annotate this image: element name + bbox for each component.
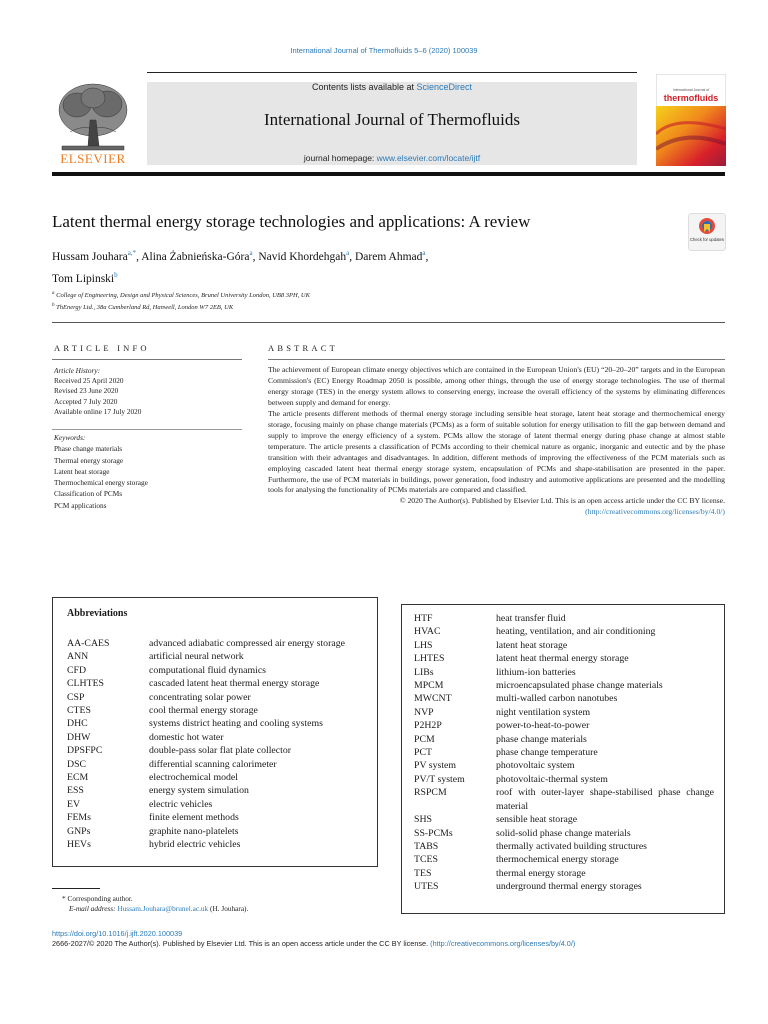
keyword: Phase change materials bbox=[54, 444, 123, 454]
abbreviation-code: SS-PCMs bbox=[414, 827, 453, 839]
abbreviation-definition: electrochemical model bbox=[149, 772, 238, 784]
license-link[interactable]: (http://creativecommons.org/licenses/by/4.0/) bbox=[585, 507, 725, 517]
affiliation-a: $^a$ College of Engineering, Design and Physical Sciences, Brunel University London, UB8 3PH, UK bbox=[52, 291, 310, 300]
abbreviation-definition: graphite nano-platelets bbox=[149, 825, 239, 837]
abbreviation-row bbox=[414, 867, 714, 880]
journal-name: International Journal of Thermofluids bbox=[263, 110, 521, 129]
cover-title-small: International Journal of bbox=[672, 88, 710, 92]
keyword: Thermochemical energy storage bbox=[54, 478, 148, 488]
abbreviation-row bbox=[414, 733, 714, 746]
abbreviation-row bbox=[67, 731, 367, 744]
abbreviation-code: PCT bbox=[414, 747, 432, 759]
abbreviation-code: MWCNT bbox=[414, 693, 452, 705]
journal-citation[interactable]: International Journal of Thermofluids 5–6 (2020) 100039 bbox=[290, 46, 478, 55]
abbreviation-code: ESS bbox=[67, 785, 84, 797]
history-accepted: Accepted 7 July 2020 bbox=[54, 396, 118, 406]
abbreviation-row bbox=[414, 625, 714, 638]
article-title: Latent thermal energy storage technologies and applications: A review bbox=[52, 212, 531, 231]
abbreviation-code: MPCM bbox=[414, 680, 444, 692]
abbreviation-row bbox=[414, 706, 714, 719]
abbreviation-row bbox=[414, 612, 714, 625]
abbreviations-list-right bbox=[414, 612, 714, 894]
abbreviation-definition: solid-solid phase change materials bbox=[496, 827, 631, 839]
abbreviation-row bbox=[414, 639, 714, 652]
abbreviation-row bbox=[67, 704, 367, 717]
abbreviation-definition: latent heat thermal energy storage bbox=[496, 653, 629, 665]
abbreviation-definition: lithium-ion batteries bbox=[496, 666, 576, 678]
abbreviation-row bbox=[414, 786, 714, 813]
abbreviation-definition: photovoltaic-thermal system bbox=[496, 773, 608, 785]
abbreviation-row bbox=[414, 652, 714, 665]
abbreviation-code: RSPCM bbox=[414, 787, 447, 799]
abbreviation-definition: differential scanning calorimeter bbox=[149, 758, 277, 770]
abbreviation-definition: sensible heat storage bbox=[496, 814, 578, 826]
history-online: Available online 17 July 2020 bbox=[54, 406, 142, 416]
sciencedirect-link[interactable]: ScienceDirect bbox=[416, 82, 473, 92]
abbreviation-row bbox=[67, 838, 367, 851]
author-separator: , bbox=[136, 250, 142, 263]
abstract-paragraph: The article presents different methods of thermal energy storage including sensible heat storage, latent heat storage and thermochemical energy storage, focusing mainly on phase change materials (PCMs) as a form of suitable solution for energy utilisation to fill the gap between demand and supply to improve the energy efficiency of a system. PCMs allow the storage of latent thermal energy during phase change at almost stable temperature. The article presents a classification of PCMs according to their chemical nature as organic, inorganic and eutectic and by the phase transition with their advantages and disadvantages. In addition, different methods of improving the effectiveness of the PCM materials such as employing cascaded latent heat thermal energy storage system, encapsulation of PCMs and shape-stabilisation are presented in the paper. Furthermore, the use of PCM materials in buildings, power generation, food industry and automotive applications are presented and the modelling tools for analysing the functionality of PCMs materials are compared and classified. bbox=[268, 408, 725, 495]
history-revised: Revised 23 June 2020 bbox=[54, 386, 119, 396]
abbreviation-code: ANN bbox=[67, 651, 89, 663]
abbreviation-code: SHS bbox=[414, 814, 432, 826]
author-name[interactable]: Alina Żabnieńska-Góra bbox=[141, 250, 250, 263]
abbreviation-definition: finite element methods bbox=[149, 812, 239, 824]
abbreviation-definition: cool thermal energy storage bbox=[149, 705, 258, 717]
abbreviation-row bbox=[67, 825, 367, 838]
history-received: Received 25 April 2020 bbox=[54, 376, 124, 386]
abbreviation-row bbox=[414, 853, 714, 866]
abbreviation-code: DHC bbox=[67, 718, 88, 730]
abbreviation-code: LIBs bbox=[414, 666, 434, 678]
abbreviation-code: DSC bbox=[67, 758, 87, 770]
abbreviation-row bbox=[67, 758, 367, 771]
abbreviation-code: ECM bbox=[67, 772, 89, 784]
author-separator: , bbox=[252, 250, 259, 263]
history-label: Article History: bbox=[54, 366, 101, 375]
abbreviation-row bbox=[414, 719, 714, 732]
corresponding-author-footnote bbox=[62, 894, 248, 914]
abbreviations-list-left bbox=[67, 637, 367, 852]
abbreviation-row bbox=[67, 677, 367, 690]
keywords bbox=[54, 432, 148, 511]
abbreviation-code: PCM bbox=[414, 733, 435, 745]
email-label: E-mail address: bbox=[69, 904, 118, 913]
issn-text: 2666-2027/© 2020 The Author(s). Published by Elsevier Ltd. This is an open access article under the CC BY license. bbox=[52, 939, 431, 948]
abbreviation-row bbox=[67, 664, 367, 677]
cover-title: thermofluids bbox=[663, 93, 719, 103]
abbreviation-code: CLHTES bbox=[67, 678, 105, 690]
abstract-paragraph: The achievement of European climate energy objectives which are contained in the European Union's (EU) “20–20–20” targets and in the European Commission's (EC) Energy Roadmap 2050 is possible, among other things, through the use of energy storage technologies. The use of thermal energy storage (TES) in the energy system allows to conserving energy, increase the overall efficiency of the systems by eliminating differences between supply and demand for energy. bbox=[268, 365, 725, 407]
abbreviation-row bbox=[414, 666, 714, 679]
abbreviation-code: TABS bbox=[414, 840, 439, 852]
article-info-heading: ARTICLE INFO bbox=[54, 343, 150, 353]
abbreviation-definition: cascaded latent heat thermal energy storage bbox=[149, 678, 320, 690]
journal-homepage-line bbox=[147, 153, 637, 163]
abbreviation-definition: thermally activated building structures bbox=[496, 840, 647, 852]
email-link[interactable]: Hussam.Jouhara@brunel.ac.uk bbox=[117, 904, 209, 913]
abbreviation-row bbox=[414, 759, 714, 772]
contents-prefix: Contents lists available at bbox=[311, 82, 417, 92]
keyword: PCM applications bbox=[54, 500, 107, 510]
abbreviation-row bbox=[414, 840, 714, 853]
abbreviation-code: DHW bbox=[67, 731, 91, 743]
article-info-rule bbox=[52, 359, 242, 360]
abbreviation-code: FEMs bbox=[67, 812, 91, 824]
section-rule bbox=[52, 322, 725, 323]
abbreviation-definition: systems district heating and cooling systems bbox=[149, 718, 323, 730]
abbreviation-definition: domestic hot water bbox=[149, 731, 224, 743]
abbreviation-code: CFD bbox=[67, 664, 87, 676]
abbreviation-code: TES bbox=[414, 867, 432, 879]
author-affiliation-mark[interactable]: a bbox=[249, 249, 253, 257]
abbreviation-row bbox=[67, 771, 367, 784]
article-history bbox=[54, 366, 141, 417]
abbreviation-row bbox=[414, 679, 714, 692]
abbreviation-definition: concentrating solar power bbox=[149, 691, 251, 703]
abbreviations-title: Abbreviations bbox=[67, 608, 128, 619]
author-separator: , bbox=[349, 250, 355, 263]
abbreviation-row bbox=[414, 773, 714, 786]
abbreviation-code: DPSFPC bbox=[67, 745, 103, 757]
abbreviation-code: GNPs bbox=[67, 825, 91, 837]
abbreviation-definition: artificial neural network bbox=[149, 651, 244, 663]
email-suffix: (H. Jouhara). bbox=[208, 904, 249, 913]
abbreviation-code: PV/T system bbox=[414, 773, 465, 785]
keywords-label: Keywords: bbox=[54, 433, 86, 442]
abbreviation-definition: photovoltaic system bbox=[496, 760, 575, 772]
header-rule bbox=[147, 72, 637, 73]
abbreviation-code: LHTES bbox=[414, 653, 445, 665]
homepage-prefix: journal homepage: bbox=[303, 153, 377, 163]
abbreviation-row bbox=[414, 813, 714, 826]
abbreviation-definition: heating, ventilation, and air conditioning bbox=[496, 626, 656, 638]
footer-license-link[interactable]: (http://creativecommons.org/licenses/by/4.0/) bbox=[430, 939, 576, 948]
abbreviation-definition: computational fluid dynamics bbox=[149, 664, 266, 676]
abstract-rule bbox=[268, 359, 725, 360]
check-for-updates-text: Check for updates bbox=[690, 237, 724, 242]
abbreviation-code: HTF bbox=[414, 613, 433, 624]
author-name[interactable]: Darem Ahmad bbox=[355, 250, 423, 263]
abbreviation-row bbox=[414, 746, 714, 759]
author-name[interactable]: Hussam Jouhara bbox=[52, 250, 128, 263]
author-affiliation-mark[interactable]: a,* bbox=[127, 249, 137, 257]
journal-cover-image[interactable] bbox=[656, 74, 726, 166]
abbreviation-row bbox=[67, 717, 367, 730]
abbreviation-definition: thermal energy storage bbox=[496, 867, 586, 879]
abbreviations-box-left bbox=[52, 597, 378, 867]
abstract-heading: ABSTRACT bbox=[268, 343, 338, 353]
abbreviation-code: HEVs bbox=[67, 839, 91, 851]
abbreviation-code: PV system bbox=[414, 760, 457, 772]
check-for-updates-icon[interactable] bbox=[688, 213, 726, 251]
affiliation-b: $^b$ ThEnergy Ltd., 38a Cumberland Rd, Hanwell, London W7 2EB, UK bbox=[52, 303, 234, 312]
abbreviation-code: EV bbox=[67, 798, 81, 810]
keyword: Latent heat storage bbox=[54, 466, 110, 476]
affiliations bbox=[52, 289, 310, 313]
doi-link[interactable]: https://doi.org/10.1016/j.ijft.2020.100039 bbox=[52, 929, 183, 938]
abbreviation-code: CTES bbox=[67, 705, 91, 717]
abbreviation-row bbox=[67, 784, 367, 797]
abbreviation-definition: multi-walled carbon nanotubes bbox=[496, 693, 618, 705]
abbreviation-row bbox=[67, 637, 367, 650]
abbreviation-definition: electric vehicles bbox=[149, 798, 213, 810]
keywords-rule bbox=[52, 429, 242, 430]
abbreviation-definition: thermochemical energy storage bbox=[496, 854, 619, 866]
copyright-text: © 2020 The Author(s). Published by Elsevier Ltd. This is an open access article under the CC BY license. bbox=[399, 496, 725, 506]
abbreviation-row bbox=[414, 827, 714, 840]
abbreviation-row bbox=[414, 880, 714, 893]
abbreviation-code: HVAC bbox=[414, 626, 441, 638]
abbreviation-code: NVP bbox=[414, 706, 434, 718]
abbreviation-definition: double-pass solar flat plate collector bbox=[149, 745, 292, 757]
abbreviation-definition: microencapsulated phase change materials bbox=[496, 680, 663, 692]
abbreviation-definition: night ventilation system bbox=[496, 706, 591, 718]
contents-line bbox=[147, 82, 637, 92]
author-affiliation-mark[interactable]: a bbox=[346, 249, 350, 257]
abbreviation-code: P2H2P bbox=[414, 720, 442, 732]
abbreviation-definition: energy system simulation bbox=[149, 785, 249, 797]
abbreviation-definition: heat transfer fluid bbox=[496, 613, 566, 624]
author-name[interactable]: Navid Khordehgah bbox=[258, 250, 347, 263]
homepage-link[interactable]: www.elsevier.com/locate/ijtf bbox=[376, 153, 481, 163]
abbreviation-definition: underground thermal energy storages bbox=[496, 881, 642, 893]
author-affiliation-mark[interactable]: b bbox=[114, 270, 118, 279]
corresponding-label: Corresponding author. bbox=[67, 894, 133, 903]
abbreviation-definition: advanced adiabatic compressed air energy storage bbox=[149, 638, 345, 649]
abbreviation-row bbox=[67, 744, 367, 757]
abbreviation-definition: phase change materials bbox=[496, 733, 587, 745]
abbreviation-row bbox=[67, 650, 367, 663]
abbreviation-row bbox=[414, 692, 714, 705]
author-separator: , bbox=[425, 250, 429, 263]
footnote-rule bbox=[52, 888, 100, 889]
header-thick-rule bbox=[52, 172, 725, 176]
abbreviation-row bbox=[67, 691, 367, 704]
abbreviation-definition: roof with outer-layer shape-stabilised phase change material bbox=[496, 787, 714, 812]
abbreviation-definition: power-to-heat-to-power bbox=[496, 720, 590, 732]
keyword: Thermal energy storage bbox=[54, 455, 124, 465]
author-list bbox=[52, 244, 612, 288]
abstract-copyright bbox=[268, 496, 725, 518]
author-affiliation-mark[interactable]: a bbox=[422, 249, 426, 257]
abbreviation-code: AA-CAES bbox=[67, 638, 110, 649]
abbreviation-code: LHS bbox=[414, 639, 433, 651]
abbreviation-row bbox=[67, 798, 367, 811]
keyword: Classification of PCMs bbox=[54, 489, 123, 499]
abbreviation-code: TCES bbox=[414, 854, 438, 866]
abstract-body bbox=[268, 365, 725, 518]
elsevier-wordmark: ELSEVIER bbox=[60, 151, 126, 166]
footnote-mark: * bbox=[62, 894, 66, 903]
issn-line bbox=[52, 939, 575, 948]
author-name[interactable]: Tom Lipinski bbox=[52, 272, 115, 285]
abbreviations-box-right bbox=[401, 604, 725, 914]
abbreviation-code: CSP bbox=[67, 691, 85, 703]
abbreviation-row bbox=[67, 811, 367, 824]
abbreviation-code: UTES bbox=[414, 881, 439, 893]
abbreviation-definition: latent heat storage bbox=[496, 639, 568, 651]
abbreviation-definition: hybrid electric vehicles bbox=[149, 839, 241, 851]
abbreviation-definition: phase change temperature bbox=[496, 747, 598, 759]
